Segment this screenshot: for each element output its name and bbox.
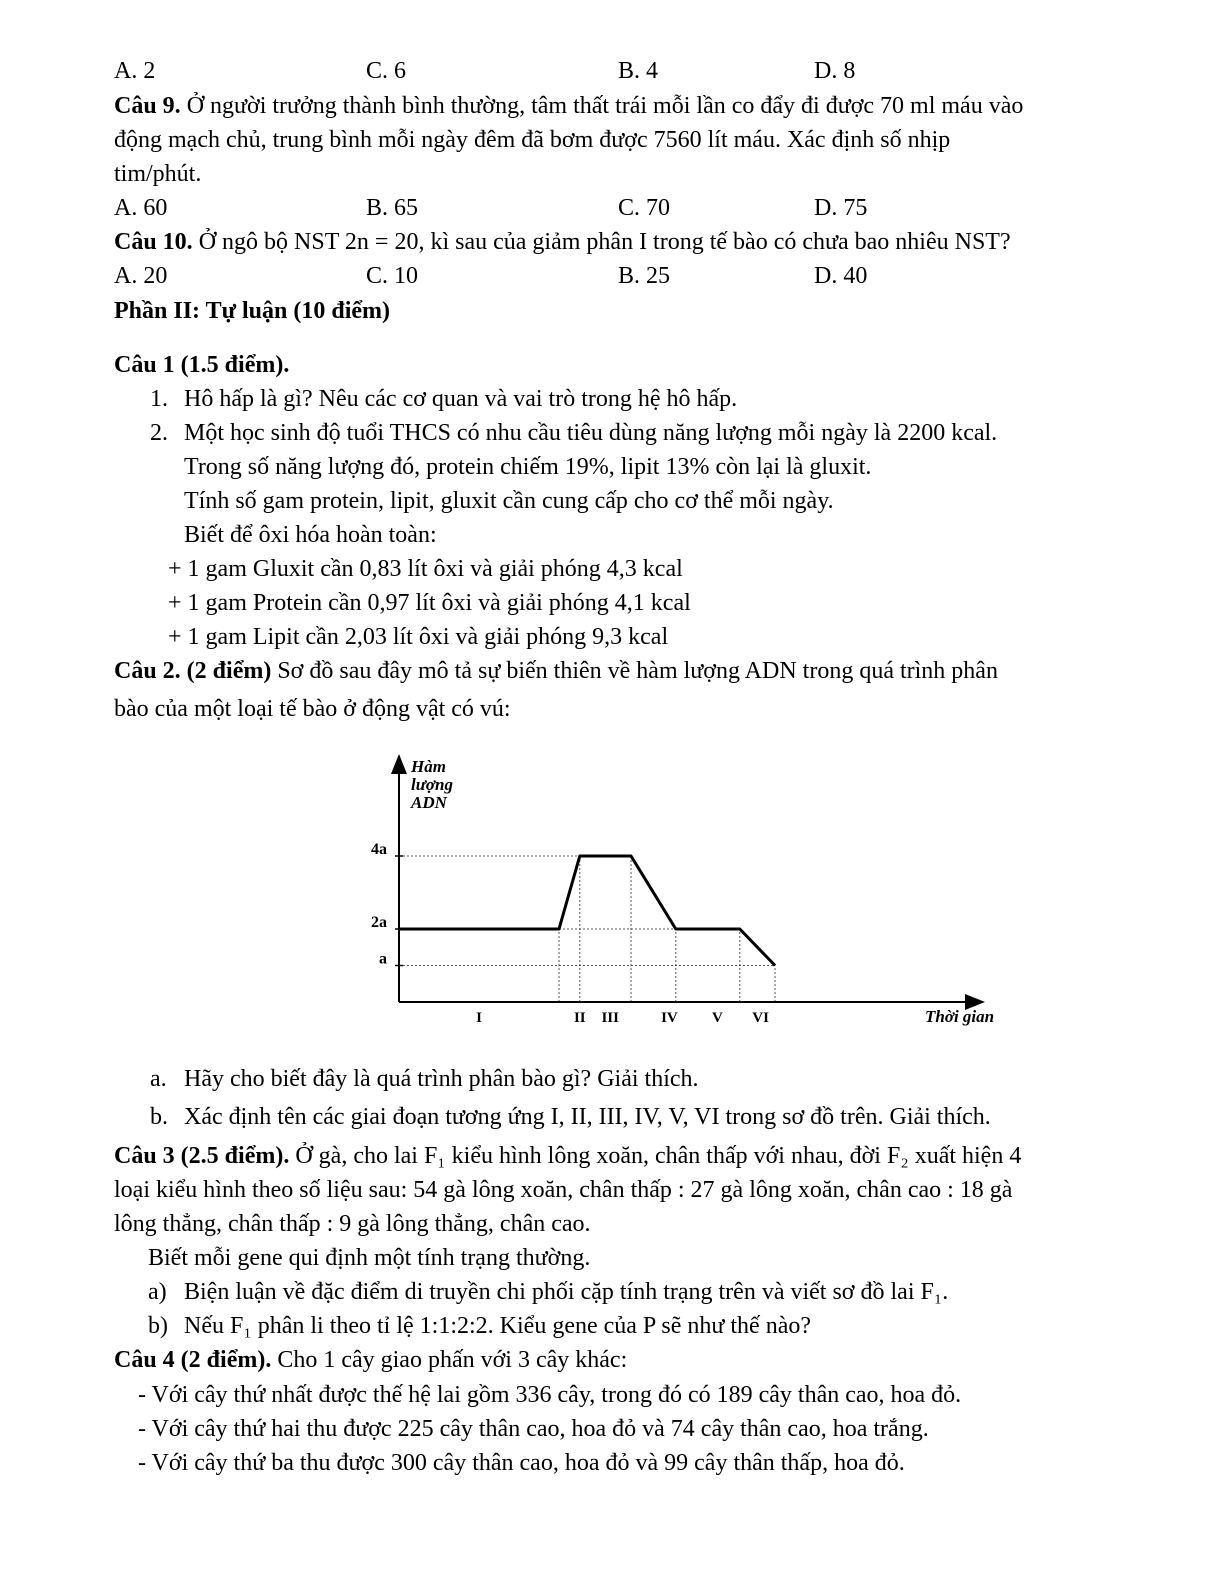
y-tick-label: a <box>379 950 387 968</box>
y-axis-label-line: ADN <box>411 793 447 812</box>
stage-label: V <box>711 1010 723 1026</box>
c1-fact-protein: + 1 gam Protein cần 0,97 lít ôxi và giải phóng 4,1 kcal <box>168 590 691 616</box>
c3-qa-num: a) <box>148 1279 167 1305</box>
stage-label: IV <box>661 1010 678 1026</box>
c2-qb: Xác định tên các giai đoạn tương ứng I, II, III, IV, V, VI trong sơ đồ trên. Giải thích. <box>184 1104 991 1130</box>
q9-line-3: tim/phút. <box>114 161 202 187</box>
c1-title: Câu 1 (1.5 điểm). <box>114 352 290 378</box>
q8-option-c: C. 6 <box>366 58 407 84</box>
c1-item2-line4: Biết để ôxi hóa hoàn toàn: <box>184 522 437 548</box>
c4-line-1 <box>114 1345 627 1375</box>
c2-title: Câu 2. (2 điểm) <box>114 658 272 684</box>
c1-fact-lipit: + 1 gam Lipit cần 2,03 lít ôxi và giải phóng 9,3 kcal <box>168 624 669 650</box>
q9-line-2: động mạch chủ, trung bình mỗi ngày đêm đã bơm được 7560 lít máu. Xác định số nhịp <box>114 127 951 153</box>
y-axis-label <box>410 757 453 812</box>
q8-option-b: B. 4 <box>618 58 659 84</box>
c1-item2-line3: Tính số gam protein, lipit, gluxit cần cung cấp cho cơ thể mỗi ngày. <box>184 488 834 514</box>
c3-line-1 <box>114 1141 1021 1171</box>
stage-label: II <box>573 1010 586 1026</box>
c4-item-2: - Với cây thứ hai thu được 225 cây thân cao, hoa đỏ và 74 cây thân cao, hoa trắng. <box>138 1416 929 1442</box>
stage-labels <box>476 1010 769 1026</box>
q10-line <box>114 227 1011 257</box>
q8-option-d: D. 8 <box>814 58 856 84</box>
q9-option-c: C. 70 <box>618 195 671 221</box>
c1-item2-num: 2. <box>150 420 168 446</box>
q9-option-a: A. 60 <box>114 195 168 221</box>
c1-item1-text: Hô hấp là gì? Nêu các cơ quan và vai trò trong hệ hô hấp. <box>184 386 738 412</box>
c3-line-3: lông thẳng, chân thấp : 9 gà lông thẳng, chân cao. <box>114 1211 591 1237</box>
c2-qa-num: a. <box>150 1066 167 1092</box>
dna-content-line <box>399 856 775 966</box>
dna-content-chart <box>355 752 995 1032</box>
y-axis-label-line: lượng <box>411 775 453 794</box>
c4-item-3: - Với cây thứ ba thu được 300 cây thân cao, hoa đỏ và 99 cây thân thấp, hoa đỏ. <box>138 1450 905 1476</box>
q9-text-1: Ở người trưởng thành bình thường, tâm thất trái mỗi lần co đẩy đi được 70 ml máu vào <box>180 93 1024 119</box>
part2-title: Phần II: Tự luận (10 điểm) <box>114 298 391 324</box>
c2-qb-num: b. <box>150 1104 168 1130</box>
q9-option-b: B. 65 <box>366 195 419 221</box>
c3-title: Câu 3 (2.5 điểm). <box>114 1143 290 1169</box>
c3-qa: Biện luận về đặc điểm di truyền chi phối cặp tính trạng trên và viết sơ đồ lai F₁. <box>184 1279 949 1305</box>
c4-text-1: Cho 1 cây giao phấn với 3 cây khác: <box>271 1347 628 1373</box>
c4-item-1: - Với cây thứ nhất được thế hệ lai gồm 336 cây, trong đó có 189 cây thân cao, hoa đỏ. <box>138 1382 962 1408</box>
y-axis-label-line: Hàm <box>411 757 446 776</box>
y-tick-label: 4a <box>371 841 387 858</box>
q10-option-c: C. 10 <box>366 263 419 289</box>
c1-item2-line2: Trong số năng lượng đó, protein chiếm 19%, lipit 13% còn lại là gluxit. <box>184 454 872 480</box>
x-axis-label: Thời gian <box>925 1007 995 1026</box>
c2-qa: Hãy cho biết đây là quá trình phân bào gì? Giải thích. <box>184 1066 699 1092</box>
stage-label: III <box>601 1010 619 1026</box>
chart-series <box>399 856 775 966</box>
c3-qb: Nếu F₁ phân li theo tỉ lệ 1:1:2:2. Kiểu gene của P sẽ như thế nào? <box>184 1313 812 1339</box>
c4-title: Câu 4 (2 điểm). <box>114 1347 272 1373</box>
c1-fact-gluxit: + 1 gam Gluxit cần 0,83 lít ôxi và giải phóng 4,3 kcal <box>168 556 683 582</box>
c2-line-2: bào của một loại tế bào ở động vật có vú: <box>114 696 511 722</box>
q10-text: Ở ngô bộ NST 2n = 20, kì sau của giảm phân I trong tế bào có chưa bao nhiêu NST? <box>192 229 1011 255</box>
q10-option-a: A. 20 <box>114 263 168 289</box>
c3-line-4: Biết mỗi gene qui định một tính trạng thường. <box>148 1245 591 1271</box>
q9-line-1 <box>114 91 1023 121</box>
c3-qb-num: b) <box>148 1313 168 1339</box>
c2-text-1: Sơ đồ sau đây mô tả sự biến thiên về hàm lượng ADN trong quá trình phân <box>271 658 998 684</box>
c3-text-1: Ở gà, cho lai F₁ kiểu hình lông xoăn, chân thấp với nhau, đời F₂ xuất hiện 4 <box>289 1143 1022 1169</box>
q10-option-b: B. 25 <box>618 263 671 289</box>
stage-label: VI <box>752 1010 769 1026</box>
c3-line-2: loại kiểu hình theo số liệu sau: 54 gà lông xoăn, chân thấp : 27 gà lông xoăn, chân cao : 18 gà <box>114 1177 1013 1203</box>
c1-item2-line1: Một học sinh độ tuổi THCS có nhu cầu tiêu dùng năng lượng mỗi ngày là 2200 kcal. <box>184 420 998 446</box>
y-tick-label: 2a <box>371 914 387 931</box>
q9-option-d: D. 75 <box>814 195 868 221</box>
stage-label: I <box>476 1010 482 1026</box>
c2-line-1 <box>114 656 998 686</box>
q9-label: Câu 9. <box>114 93 181 119</box>
q10-option-d: D. 40 <box>814 263 868 289</box>
c1-item1-num: 1. <box>150 386 168 412</box>
q8-option-a: A. 2 <box>114 58 156 84</box>
q10-label: Câu 10. <box>114 229 193 255</box>
